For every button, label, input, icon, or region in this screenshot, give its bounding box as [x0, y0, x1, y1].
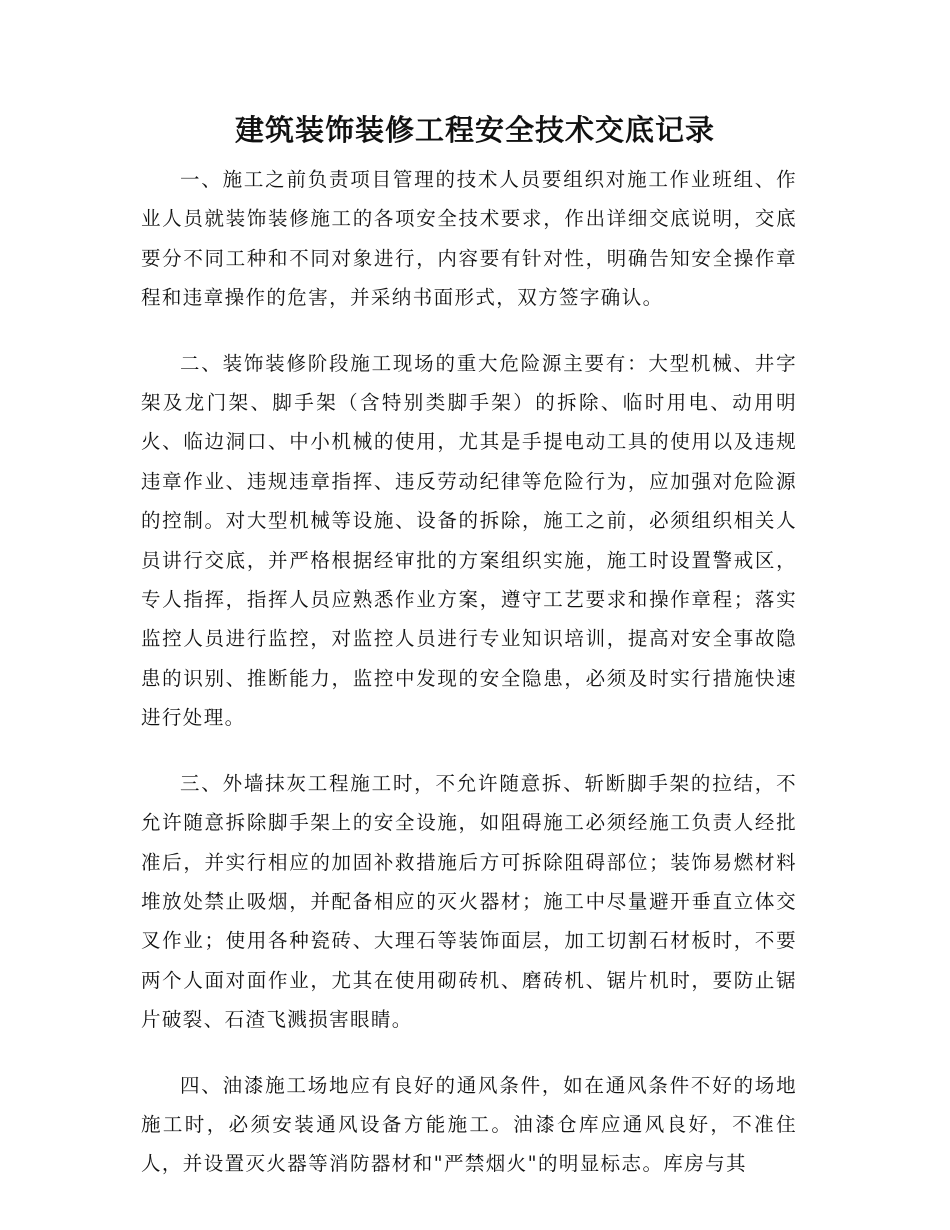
- paragraph-2: 二、装饰装修阶段施工现场的重大危险源主要有：大型机械、井字架及龙门架、脚手架（含特别类脚手架）的拆除、临时用电、动用明火、临边洞口、中小机械的使用，尤其是手提电动工具的使用以及违规违章作业、违规违章指挥、违反劳动纪律等危险行为，应加强对危险源的控制。对大型机械等设施、设备的拆除，施工之前，必须组织相关人员讲行交底，并严格根据经审批的方案组织实施，施工时设置警戒区，专人指挥，指挥人员应熟悉作业方案，遵守工艺要求和操作章程；落实监控人员进行监控，对监控人员进行专业知识培训，提高对安全事故隐患的识别、推断能力，监控中发现的安全隐患，必须及时实行措施快速进行处理。: [141, 351, 797, 730]
- paragraph-3: 三、外墙抹灰工程施工时，不允许随意拆、斩断脚手架的拉结，不允许随意拆除脚手架上的安全设施，如阻碍施工必须经施工负责人经批准后，并实行相应的加固补救措施后方可拆除阻碍部位；装饰易燃材料堆放处禁止吸烟，并配备相应的灭火器材；施工中尽量避开垂直立体交叉作业；使用各种瓷砖、大理石等装饰面层，加工切割石材板时，不要两个人面对面作业，尤其在使用砌砖机、磨砖机、锯片机时，要防止锯片破裂、石渣飞溅损害眼睛。: [141, 771, 797, 1032]
- paragraph-1: 一、施工之前负责项目管理的技术人员要组织对施工作业班组、作业人员就装饰装修施工的各项安全技术要求，作出详细交底说明，交底要分不同工种和不同对象进行，内容要有针对性，明确告知安全操作章程和违章操作的危害，并采纳书面形式，双方签字确认。: [141, 168, 797, 310]
- paragraph-4: 四、油漆施工场地应有良好的通风条件，如在通风条件不好的场地施工时，必须安装通风设备方能施工。油漆仓库应通风良好，不准住人，并设置灭火器等消防器材和"严禁烟火"的明显标志。库房与其: [141, 1073, 797, 1176]
- document-body: [141, 160, 797, 1210]
- document-title: 建筑装饰装修工程安全技术交底记录: [234, 113, 715, 147]
